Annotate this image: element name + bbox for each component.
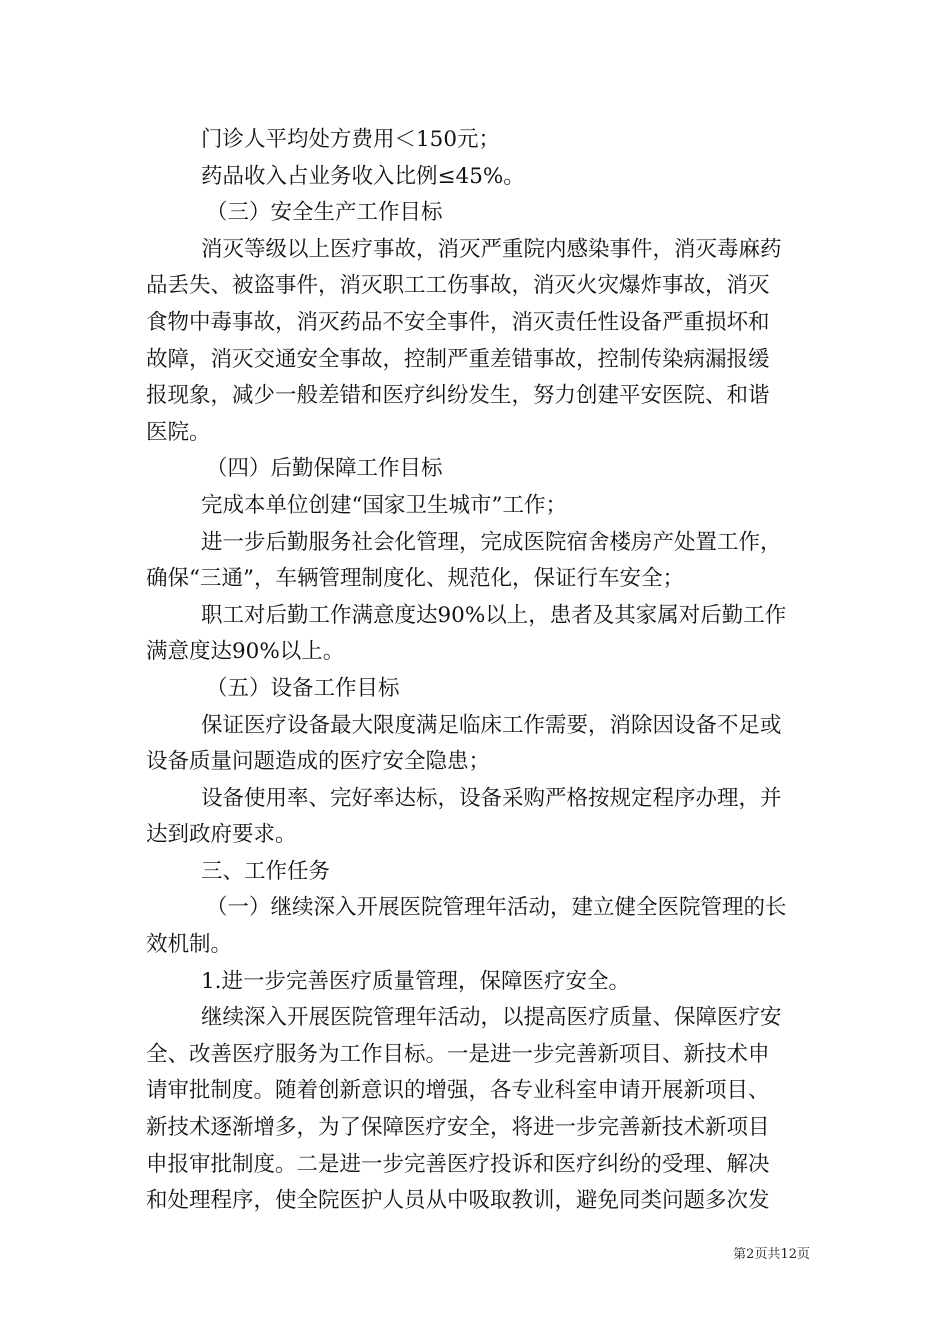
- paragraph-line: 满意度达90%以上。: [146, 639, 345, 665]
- paragraph-line: 继续深入开展医院管理年活动，以提高医疗质量、保障医疗安: [201, 1005, 782, 1031]
- paragraph-line: 和处理程序，使全院医护人员从中吸取教训，避免同类问题多次发: [146, 1188, 770, 1214]
- paragraph-line: 医院。: [146, 419, 211, 445]
- paragraph-line: 请审批制度。随着创新意识的增强，各专业科室申请开展新项目、: [146, 1078, 770, 1104]
- subsection-heading: 1.进一步完善医疗质量管理，保障医疗安全。: [201, 968, 631, 994]
- paragraph-line: 设备质量问题造成的医疗安全隐患；: [146, 749, 491, 775]
- paragraph-line: 全、改善医疗服务为工作目标。一是进一步完善新项目、新技术申: [146, 1041, 770, 1067]
- paragraph-line: 品丢失、被盗事件，消灭职工工伤事故，消灭火灾爆炸事故，消灭: [146, 273, 770, 299]
- paragraph-line: 消灭等级以上医疗事故，消灭严重院内感染事件，消灭毒麻药: [201, 236, 782, 262]
- paragraph-line: 达到政府要求。: [146, 822, 297, 848]
- paragraph-line: 职工对后勤工作满意度达90%以上，患者及其家属对后勤工作: [201, 602, 787, 628]
- paragraph-line: 设备使用率、完好率达标，设备采购严格按规定程序办理，并: [201, 785, 782, 811]
- paragraph-line: 食物中毒事故，消灭药品不安全事件，消灭责任性设备严重损坏和: [146, 309, 770, 335]
- paragraph-line: 门诊人平均处方费用＜150元；: [201, 127, 501, 152]
- section-heading: （三）安全生产工作目标: [206, 200, 443, 226]
- page-number: 第2页共12页: [733, 1247, 810, 1262]
- paragraph-line: 确保“三通”，车辆管理制度化、规范化，保证行车安全；: [146, 566, 684, 592]
- chapter-heading: 三、工作任务: [201, 858, 331, 884]
- paragraph-line: 保证医疗设备最大限度满足临床工作需要，消除因设备不足或: [201, 712, 782, 738]
- paragraph-line: 申报审批制度。二是进一步完善医疗投诉和医疗纠纷的受理、解决: [146, 1151, 770, 1177]
- paragraph-line: 故障，消灭交通安全事故，控制严重差错事故，控制传染病漏报缓: [146, 346, 770, 372]
- paragraph-line: 报现象，减少一般差错和医疗纠纷发生，努力创建平安医院、和谐: [146, 383, 770, 409]
- section-heading: （一）继续深入开展医院管理年活动，建立健全医院管理的长: [206, 895, 787, 921]
- paragraph-line: 药品收入占业务收入比例≤45%。: [201, 163, 525, 189]
- section-heading: （五）设备工作目标: [206, 675, 400, 701]
- paragraph-line: 效机制。: [146, 932, 233, 958]
- paragraph-line: 进一步后勤服务社会化管理，完成医院宿舍楼房产处置工作，: [201, 529, 782, 555]
- paragraph-line: 完成本单位创建“国家卫生城市”工作；: [201, 492, 567, 518]
- section-heading: （四）后勤保障工作目标: [206, 456, 443, 482]
- document-body: [146, 122, 811, 1220]
- paragraph-line: 新技术逐渐增多，为了保障医疗安全，将进一步完善新技术新项目: [146, 1115, 770, 1141]
